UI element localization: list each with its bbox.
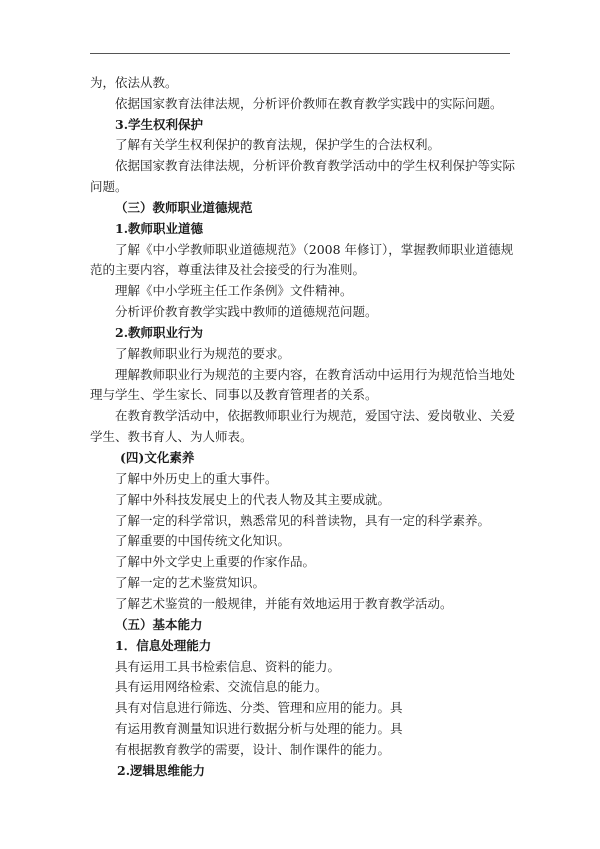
text-line: 具有运用网络检索、交流信息的能力。 [115, 679, 328, 694]
text-line: 了解教师职业行为规范的要求。 [115, 346, 291, 361]
text-line: 分析评价教育教学实践中教师的道德规范问题。 [115, 304, 378, 319]
text-line: 了解《中小学教师职业道德规范》（2008 年修订），掌握教师职业道德规 [115, 242, 514, 257]
text-line: 了解艺术鉴赏的一般规律，并能有效地运用于教育教学活动。 [115, 596, 453, 611]
text-line: 为，依法从教。 [90, 75, 178, 90]
section-heading: （五）基本能力 [115, 617, 203, 632]
text-line: 有根据教育教学的需要，设计、制作课件的能力。 [115, 742, 391, 757]
text-line: 了解重要的中国传统文化知识。 [115, 533, 291, 548]
text-line: 理解《中小学班主任工作条例》文件精神。 [115, 283, 353, 298]
text-line: 了解中外历史上的重大事件。 [115, 471, 278, 486]
section-heading: 1.教师职业道德 [115, 221, 204, 236]
text-line: 依据国家教育法律法规，分析评价教师在教育教学实践中的实际问题。 [115, 96, 503, 111]
section-heading: （三）教师职业道德规范 [115, 200, 253, 215]
text-line: 理与学生、学生家长、同事以及教育管理者的关系。 [90, 387, 378, 402]
text-line: 在教育教学活动中，依据教师职业行为规范，爱国守法、爱岗敬业、关爱 [115, 408, 516, 423]
text-line: 学生、教书育人、为人师表。 [90, 429, 253, 444]
section-heading: 1．信息处理能力 [115, 638, 212, 653]
text-line: 了解中外文学史上重要的作家作品。 [115, 554, 316, 569]
text-line: 具有运用工具书检索信息、资料的能力。 [115, 659, 341, 674]
text-line: 了解一定的艺术鉴赏知识。 [115, 575, 266, 590]
text-line: 具有对信息进行筛选、分类、管理和应用的能力。具 [115, 700, 403, 715]
text-line: 依据国家教育法律法规，分析评价教育教学活动中的学生权利保护等实际 [115, 158, 516, 173]
section-heading: 2.逻辑思维能力 [117, 763, 206, 778]
header-rule [90, 53, 510, 54]
text-line: 理解教师职业行为规范的主要内容，在教育活动中运用行为规范恰当地处 [115, 367, 516, 382]
text-line: 了解一定的科学常识，熟悉常见的科普读物，具有一定的科学素养。 [115, 513, 491, 528]
text-line: 了解中外科技发展史上的代表人物及其主要成就。 [115, 492, 391, 507]
section-heading: 2.教师职业行为 [115, 325, 204, 340]
section-heading: 3.学生权利保护 [115, 117, 204, 132]
text-line: 了解有关学生权利保护的教育法规，保护学生的合法权利。 [115, 137, 441, 152]
section-heading: (四)文化素养 [120, 450, 195, 465]
text-line: 有运用教育测量知识进行数据分析与处理的能力。具 [115, 721, 403, 736]
text-line: 问题。 [90, 179, 128, 194]
text-line: 范的主要内容，尊重法律及社会接受的行为准则。 [90, 262, 366, 277]
